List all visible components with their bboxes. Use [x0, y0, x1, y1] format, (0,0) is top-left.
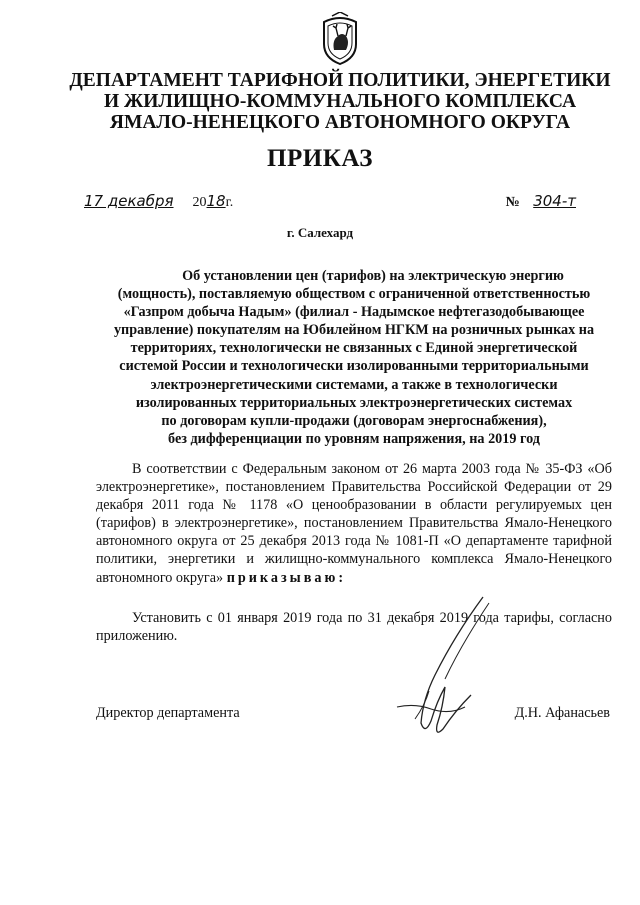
handwritten-year: 18 [206, 192, 226, 210]
preamble-text: В соответствии с Федеральным законом от 26 марта 2003 года № 35-ФЗ «Об электроэнергетике», постановлением Правительства Российской Федерации от 29 декабря 2011 года № 1178 «О ценообразовании в области регулируемых цен (тарифов) в электроэнергетике», постановлением Правительства Ямало-Ненецкого автономного округа от 25 декабря 2013 года № 1081-П «О департаменте тарифной политики, энергетики и жилищно-коммунального комплекса Ямало-Ненецкого автономного округа» [96, 461, 612, 586]
number-label: № [505, 195, 520, 210]
subject-line: по договорам купли-продажи (договорам энергоснабжения), [161, 412, 547, 429]
subject-line: (мощность), поставляемую обществом с ограниченной ответственностью [117, 286, 591, 303]
department-name [60, 70, 620, 133]
subject-line: без дифференциации по уровням напряжения, на 2019 год [168, 430, 540, 447]
resolution-paragraph: Установить с 01 января 2019 года по 31 декабря 2019 года тарифы, согласно приложению. [96, 610, 612, 645]
order-title: ПРИКАЗ [267, 145, 373, 172]
city: г. Салехард [286, 225, 354, 240]
handwritten-signature-icon [385, 595, 495, 745]
handwritten-date: 17 декабря [84, 192, 174, 210]
department-name-line2: И ЖИЛИЩНО-КОММУНАЛЬНОГО КОМПЛЕКСА [103, 91, 577, 112]
department-name-line3: ЯМАЛО-НЕНЕЦКОГО АВТОНОМНОГО ОКРУГА [109, 112, 571, 133]
department-name-line1: ДЕПАРТАМЕНТ ТАРИФНОЙ ПОЛИТИКИ, ЭНЕРГЕТИКИ [69, 70, 611, 91]
subject-line: «Газпром добыча Надым» (филиал - Надымское нефтегазодобывающее [123, 304, 585, 321]
subject-line: изолированных территориальных электроэнергетических системах [135, 394, 573, 411]
signatory-name: Д.Н. Афанасьев [514, 705, 610, 721]
order-date [84, 192, 233, 211]
year-suffix: г. [225, 195, 234, 210]
prikazyvayu-word: приказываю: [226, 569, 347, 586]
year-prefix: 20 [192, 195, 207, 210]
handwritten-number: 304-т [533, 192, 576, 210]
subject-line: системой России и технологически изолированными территориальными [119, 358, 589, 375]
subject-line: электроэнергетическими системами, а также в технологически [150, 376, 558, 393]
subject-line: управление) покупателям на Юбилейном НГКМ на розничных рынках на [113, 322, 595, 339]
order-subject [96, 267, 612, 448]
coat-of-arms-icon [318, 12, 362, 66]
signatory-title: Директор департамента [96, 705, 240, 721]
subject-line: территориях, технологически не связанных с Единой энергетической [130, 340, 578, 357]
preamble-paragraph [96, 460, 612, 587]
subject-line: Об установлении цен (тарифов) на электрическую энергию [182, 268, 564, 284]
order-number [506, 192, 582, 211]
